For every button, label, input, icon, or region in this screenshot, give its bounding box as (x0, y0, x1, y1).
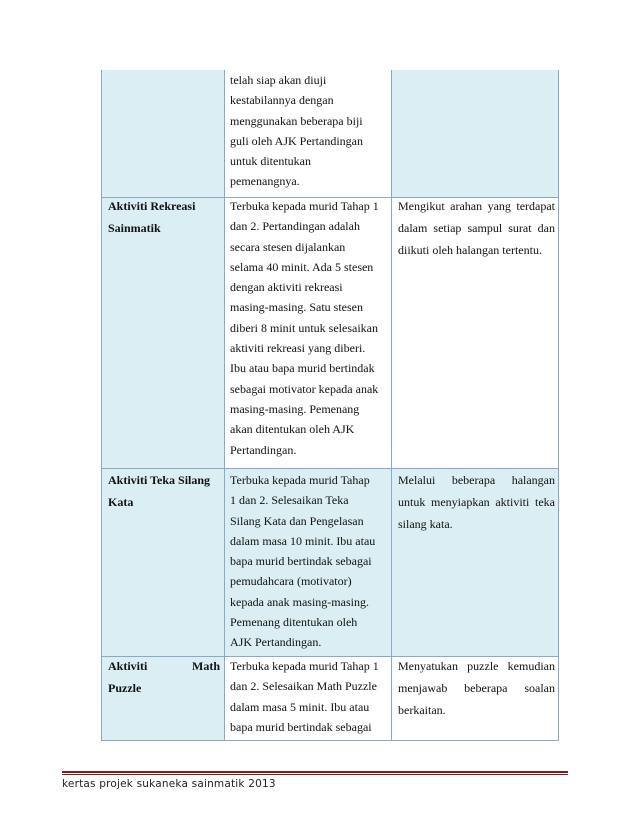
table-border (224, 70, 225, 741)
table-border (391, 70, 392, 741)
row-3-description: Terbuka kepada murid Tahap 1 dan 2. Selesaikan Teka Silang Kata dan Pengelasan dalam masa 10 minit. Ibu atau bapa murid bertindak sebagai pemudahcara (motivator) kepada anak masing-masing. Pemenang ditentukan oleh AJK Pertandingan. (230, 473, 376, 650)
row-4-challenge-line-2: menjawab beberapa soalan (398, 681, 555, 695)
table-cell-challenge (392, 198, 559, 468)
row-3-challenge-line-1: Melalui beberapa halangan (398, 473, 555, 487)
row-3-challenge-line-2: untuk menyiapkan aktiviti teka (398, 495, 555, 509)
row-2-activity-line-1: Aktiviti Rekreasi (108, 199, 196, 213)
table-border (558, 70, 559, 741)
page-footer: kertas projek sukaneka sainmatik 2013 (62, 778, 276, 790)
row-4-challenge-line-1: Menyatukan puzzle kemudian (398, 659, 555, 673)
row-3-challenge-line-3: silang kata. (398, 517, 453, 531)
table-cell-activity (101, 70, 224, 197)
row-3-activity-line-1: Aktiviti Teka Silang (108, 473, 211, 487)
table-border (101, 468, 559, 469)
row-4-activity-line-2: Puzzle (108, 681, 142, 695)
footer-divider (62, 771, 568, 773)
table-border (101, 70, 102, 741)
row-2-activity-line-2: Sainmatik (108, 221, 161, 235)
row-2-description: Terbuka kepada murid Tahap 1 dan 2. Pertandingan adalah secara stesen dijalankan selama 40 minit. Ada 5 stesen dengan aktiviti rekreasi masing-masing. Satu stesen diberi 8 minit untuk selesaikan aktiviti rekreasi yang diberi. Ibu atau bapa murid bertindak sebagai motivator kepada anak masing-masing. Pemenang akan ditentukan oleh AJK Pertandingan. (230, 199, 379, 457)
row-4-description: Terbuka kepada murid Tahap 1 dan 2. Selesaikan Math Puzzle dalam masa 5 minit. Ibu atau bapa murid bertindak sebagai (230, 659, 379, 734)
activity-table (101, 70, 559, 741)
row-3-activity-line-2: Kata (108, 495, 134, 509)
table-border (101, 740, 559, 741)
row-2-challenge-line-2: dalam setiap sampul surat dan (398, 221, 555, 235)
row-2-challenge-line-1: Mengikut arahan yang terdapat (398, 199, 555, 213)
row-1-description: telah siap akan diuji kestabilannya dengan menggunakan beberapa biji guli oleh AJK Pertandingan untuk ditentukan pemenangnya. (230, 73, 363, 189)
row-2-challenge-line-3: diikuti oleh halangan tertentu. (398, 243, 542, 257)
footer-divider-thin (62, 774, 568, 775)
table-cell-challenge (392, 70, 559, 197)
table-cell-activity (101, 198, 224, 468)
row-4-challenge-line-3: berkaitan. (398, 703, 446, 717)
row-4-activity-line-1: Aktiviti Math (108, 659, 220, 673)
